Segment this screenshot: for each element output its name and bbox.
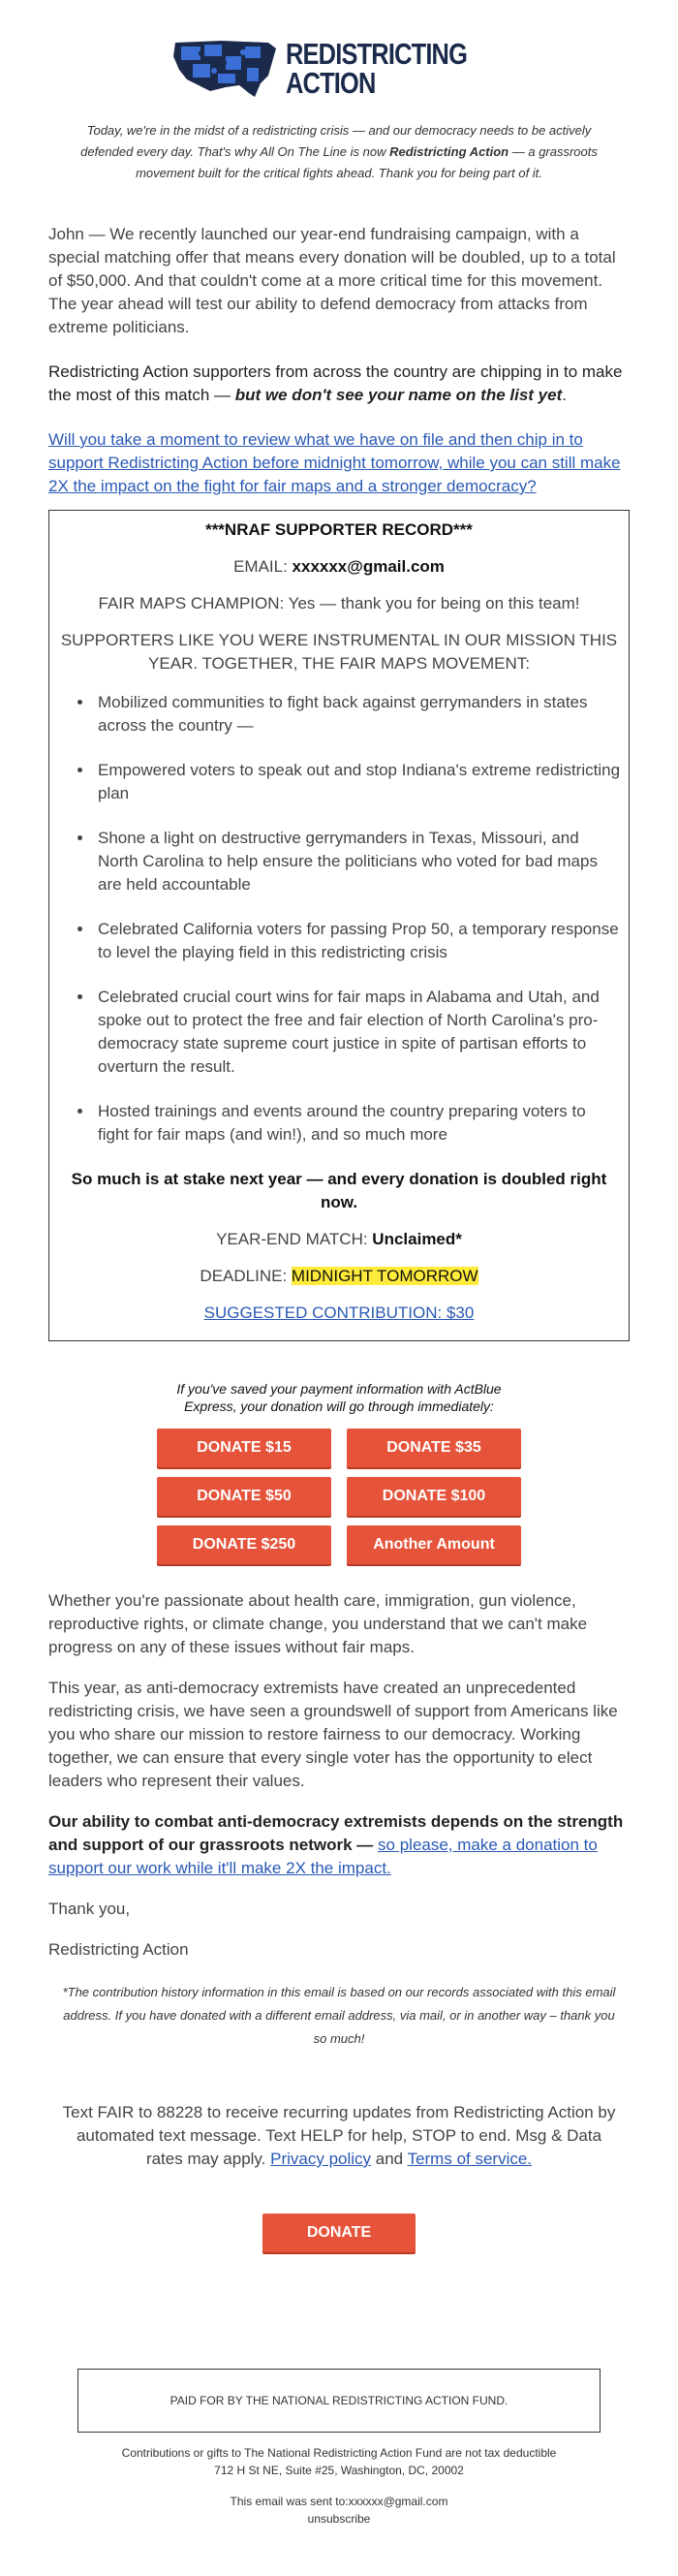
intro-note — [64, 120, 614, 184]
record-email-label: EMAIL: — [233, 557, 293, 576]
sent-to-line — [0, 2493, 678, 2510]
tax-disclaimer: Contributions or gifts to The National Redistricting Action Fund are not tax deductible — [121, 2446, 557, 2460]
mailing-address: 712 H St NE, Suite #25, Washington, DC, 20002 — [214, 2464, 464, 2477]
suggested-contribution-link[interactable]: SUGGESTED CONTRIBUTION: $30 — [203, 1304, 475, 1322]
record-stakes: So much is at stake next year — and every donation is doubled right now. — [71, 1170, 607, 1211]
us-map-puzzle-icon — [171, 37, 280, 101]
sms-and: and — [371, 2150, 408, 2168]
record-deadline-value: MIDNIGHT TOMORROW — [291, 1267, 478, 1285]
intro-bold: Redistricting Action — [389, 144, 509, 159]
paragraph-grassroots — [48, 1810, 630, 1880]
list-item: • Shone a light on destructive gerrymanders in Texas, Missouri, and North Carolina to help ensure the politicians who voted for bad maps are held accountable — [94, 827, 621, 896]
another-amount-button[interactable]: Another Amount — [347, 1525, 521, 1564]
paragraph-groundswell: This year, as anti-democracy extremists have created an unprecedented redistricting crisis, we have seen a groundswell of support from Americans like you who share our mission to restore fairness to our democracy. Working together, we can ensure that every single voter has the opportunity to elect leaders who represent their values. — [48, 1679, 618, 1790]
record-champion: FAIR MAPS CHAMPION: Yes — thank you for being on this team! — [98, 594, 580, 613]
donate-50-button[interactable]: DONATE $50 — [157, 1477, 331, 1516]
signoff: Thank you, — [48, 1900, 131, 1918]
record-match-label: YEAR-END MATCH: — [216, 1230, 373, 1248]
record-suggested — [57, 1302, 621, 1325]
actblue-note: If you've saved your payment information with ActBlue Express, your donation will go through immediately: — [176, 1381, 502, 1414]
logo-line-1: REDISTRICTING — [285, 37, 467, 71]
terms-of-service-link[interactable]: Terms of service. — [407, 2150, 533, 2168]
donate-35-button[interactable]: DONATE $35 — [347, 1429, 521, 1467]
paragraph-supporters-emphasis: but we don't see your name on the list yet — [234, 386, 563, 404]
record-deadline-label: DEADLINE: — [200, 1267, 292, 1285]
intro-part-2: — a grassroots movement built for the critical fights ahead. Thank you for being part of it. — [136, 144, 598, 180]
sms-disclaimer — [58, 2101, 620, 2171]
review-and-chip-in-link[interactable]: Will you take a moment to review what we have on file and then chip in to support Redistricting Action before midnight tomorrow, while you can still make 2X the impact on the fight for fair maps and a stronger democracy? — [48, 430, 621, 495]
paid-for-box: PAID FOR BY THE NATIONAL REDISTRICTING ACTION FUND. — [77, 2369, 601, 2433]
donate-button-grid — [157, 1429, 521, 1564]
logo-line-2: ACTION — [285, 66, 376, 100]
donate-wrap — [0, 2214, 678, 2252]
paragraph-issues: Whether you're passionate about health care, immigration, gun violence, reproductive rights, or climate change, you understand that we can't make progress on any of these issues without fair maps. — [48, 1591, 588, 1656]
paragraph-supporters — [48, 361, 630, 407]
privacy-policy-link[interactable]: Privacy policy — [270, 2150, 372, 2168]
donate-100-button[interactable]: DONATE $100 — [347, 1477, 521, 1516]
sent-to-label: This email was sent to: — [230, 2495, 349, 2508]
record-deadline — [57, 1265, 621, 1288]
supporter-record-box — [48, 510, 630, 1341]
accomplishments-list — [57, 691, 621, 1147]
donate-250-button[interactable]: DONATE $250 — [157, 1525, 331, 1564]
unsubscribe-link[interactable]: unsubscribe — [307, 2512, 371, 2526]
paragraph-supporters-text: Redistricting Action supporters from across the country are chipping in to make the most of this match — — [48, 362, 623, 404]
intro-part-1: Today, we're in the midst of a redistricting crisis — and our democracy needs to be actively defended every day. That's why All On The Line is now — [80, 123, 592, 159]
list-item: • Celebrated crucial court wins for fair maps in Alabama and Utah, and spoke out to protect the free and fair election of North Carolina's pro-democracy state supreme court justice in spite of partisan efforts to overturn the result. — [94, 986, 621, 1079]
list-item: • Mobilized communities to fight back against gerrymanders in states across the country — — [94, 691, 621, 738]
sent-to-email: xxxxxx@gmail.com — [348, 2495, 448, 2508]
sms-text: Text FAIR to 88228 to receive recurring updates from Redistricting Action by automated text message. Text HELP for help, STOP to end. Msg & Data rates may apply. — [62, 2103, 616, 2168]
list-item: • Hosted trainings and events around the country preparing voters to fight for fair maps (and win!), and so much more — [94, 1100, 621, 1147]
record-title: ***NRAF SUPPORTER RECORD*** — [205, 520, 473, 539]
paragraph-supporters-end: . — [562, 386, 567, 404]
contribution-footnote: *The contribution history information in this email is based on our records associated with this email address. If you have donated with a different email address, via mail, or in another way – thank you so much! — [62, 1985, 616, 2046]
paragraph-campaign: John — We recently launched our year-end fundraising campaign, with a special matching offer that means every donation will be doubled, up to a total of $50,000. And that couldn't come at a more critical time for this movement. The year ahead will test our ability to defend democracy from attacks from extreme politicians. — [48, 225, 616, 336]
list-item: • Empowered voters to speak out and stop Indiana's extreme redistricting plan — [94, 759, 621, 805]
logo-wordmark — [285, 37, 467, 100]
list-item: • Celebrated California voters for passing Prop 50, a temporary response to level the playing field in this redistricting crisis — [94, 918, 621, 964]
record-email — [57, 555, 621, 579]
donate-15-button[interactable]: DONATE $15 — [157, 1429, 331, 1467]
signature: Redistricting Action — [48, 1940, 189, 1959]
paragraph-cta — [48, 428, 630, 498]
record-email-value: xxxxxx@gmail.com — [292, 557, 445, 576]
make-donation-link[interactable]: so please, make a donation to support our work while it'll make 2X the impact. — [48, 1836, 598, 1877]
paragraph-grassroots-text: Our ability to combat anti-democracy extremists depends on the strength and support of our grassroots network — — [48, 1812, 624, 1854]
record-match-value: Unclaimed* — [372, 1230, 462, 1248]
donate-button[interactable]: DONATE — [262, 2214, 416, 2252]
record-instrumental: SUPPORTERS LIKE YOU WERE INSTRUMENTAL IN OUR MISSION THIS YEAR. TOGETHER, THE FAIR MAPS MOVEMENT: — [60, 631, 618, 673]
record-match — [57, 1228, 621, 1251]
logo — [0, 0, 678, 101]
